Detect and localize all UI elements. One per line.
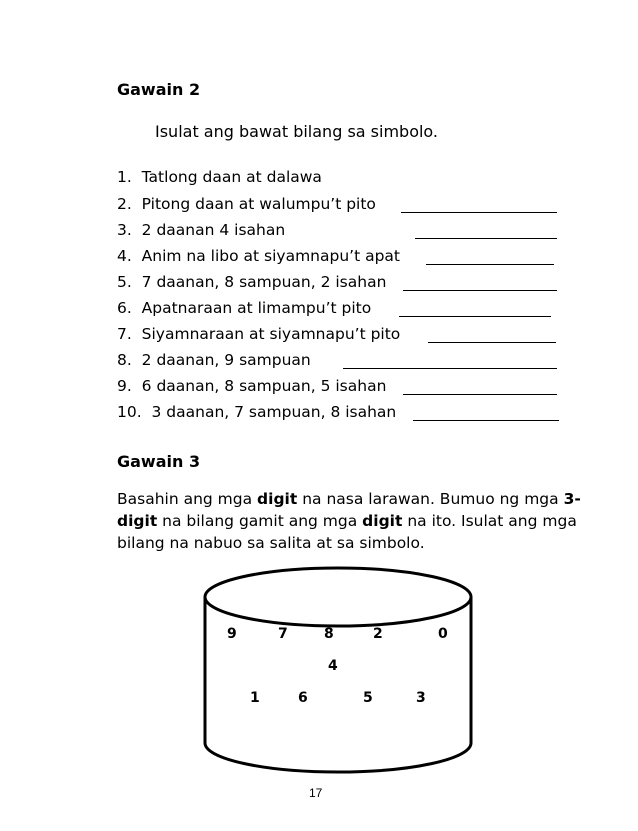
item-number: 3. [117,221,132,239]
digit: 1 [250,690,260,706]
instruction-text: na nasa larawan. Bumuo ng mga [297,490,564,508]
digit: 5 [363,690,373,706]
item-text: Tatlong daan at dalawa [141,168,322,186]
instruction-text: Basahin ang mga [117,490,258,508]
item-text: 7 daanan, 8 sampuan, 2 isahan [141,273,387,291]
instruction-bold-3-digit: 3-digit [117,490,581,530]
item-text: Anim na libo at siyamnapu’t apat [141,247,401,265]
digit: 3 [416,690,426,706]
item-text: Apatnaraan at limampu’t pito [141,299,372,317]
digit: 0 [438,626,448,642]
gawain-2-heading: Gawain 2 [117,80,201,99]
item-number: 2. [117,195,132,213]
instruction-bold-digit: digit [257,490,298,508]
digit: 2 [373,626,383,642]
digit: 8 [324,626,334,642]
item-text: 3 daanan, 7 sampuan, 8 isahan [151,403,397,421]
item-number: 5. [117,273,132,291]
item-text: 2 daanan 4 isahan [141,221,286,239]
item-text: Pitong daan at walumpu’t pito [141,195,376,213]
page-number: 17 [309,786,323,800]
item-number: 4. [117,247,132,265]
item-number: 1. [117,168,132,186]
instruction-bold-digit: digit [362,512,403,530]
instruction-text: na bilang gamit ang mga [157,512,363,530]
item-text: 2 daanan, 9 sampuan [141,351,311,369]
instruction-text: na ito. Isulat ang mga bilang na nabuo sa salita at sa simbolo. [117,512,577,552]
digit: 6 [298,690,308,706]
item-number: 9. [117,377,132,395]
cylinder-bottom-arc [205,743,471,772]
item-number: 7. [117,325,132,343]
digit: 7 [278,626,288,642]
digit: 9 [227,626,237,642]
gawain-2-instruction: Isulat ang bawat bilang sa simbolo. [155,122,439,141]
cylinder-top-ellipse [205,568,471,626]
item-text: 6 daanan, 8 sampuan, 5 isahan [141,377,387,395]
gawain-3-heading: Gawain 3 [117,452,201,471]
item-text: Siyamnaraan at siyamnapu’t pito [141,325,401,343]
item-number: 8. [117,351,132,369]
digit: 4 [328,658,338,674]
item-number: 6. [117,299,132,317]
item-number: 10. [117,403,142,421]
